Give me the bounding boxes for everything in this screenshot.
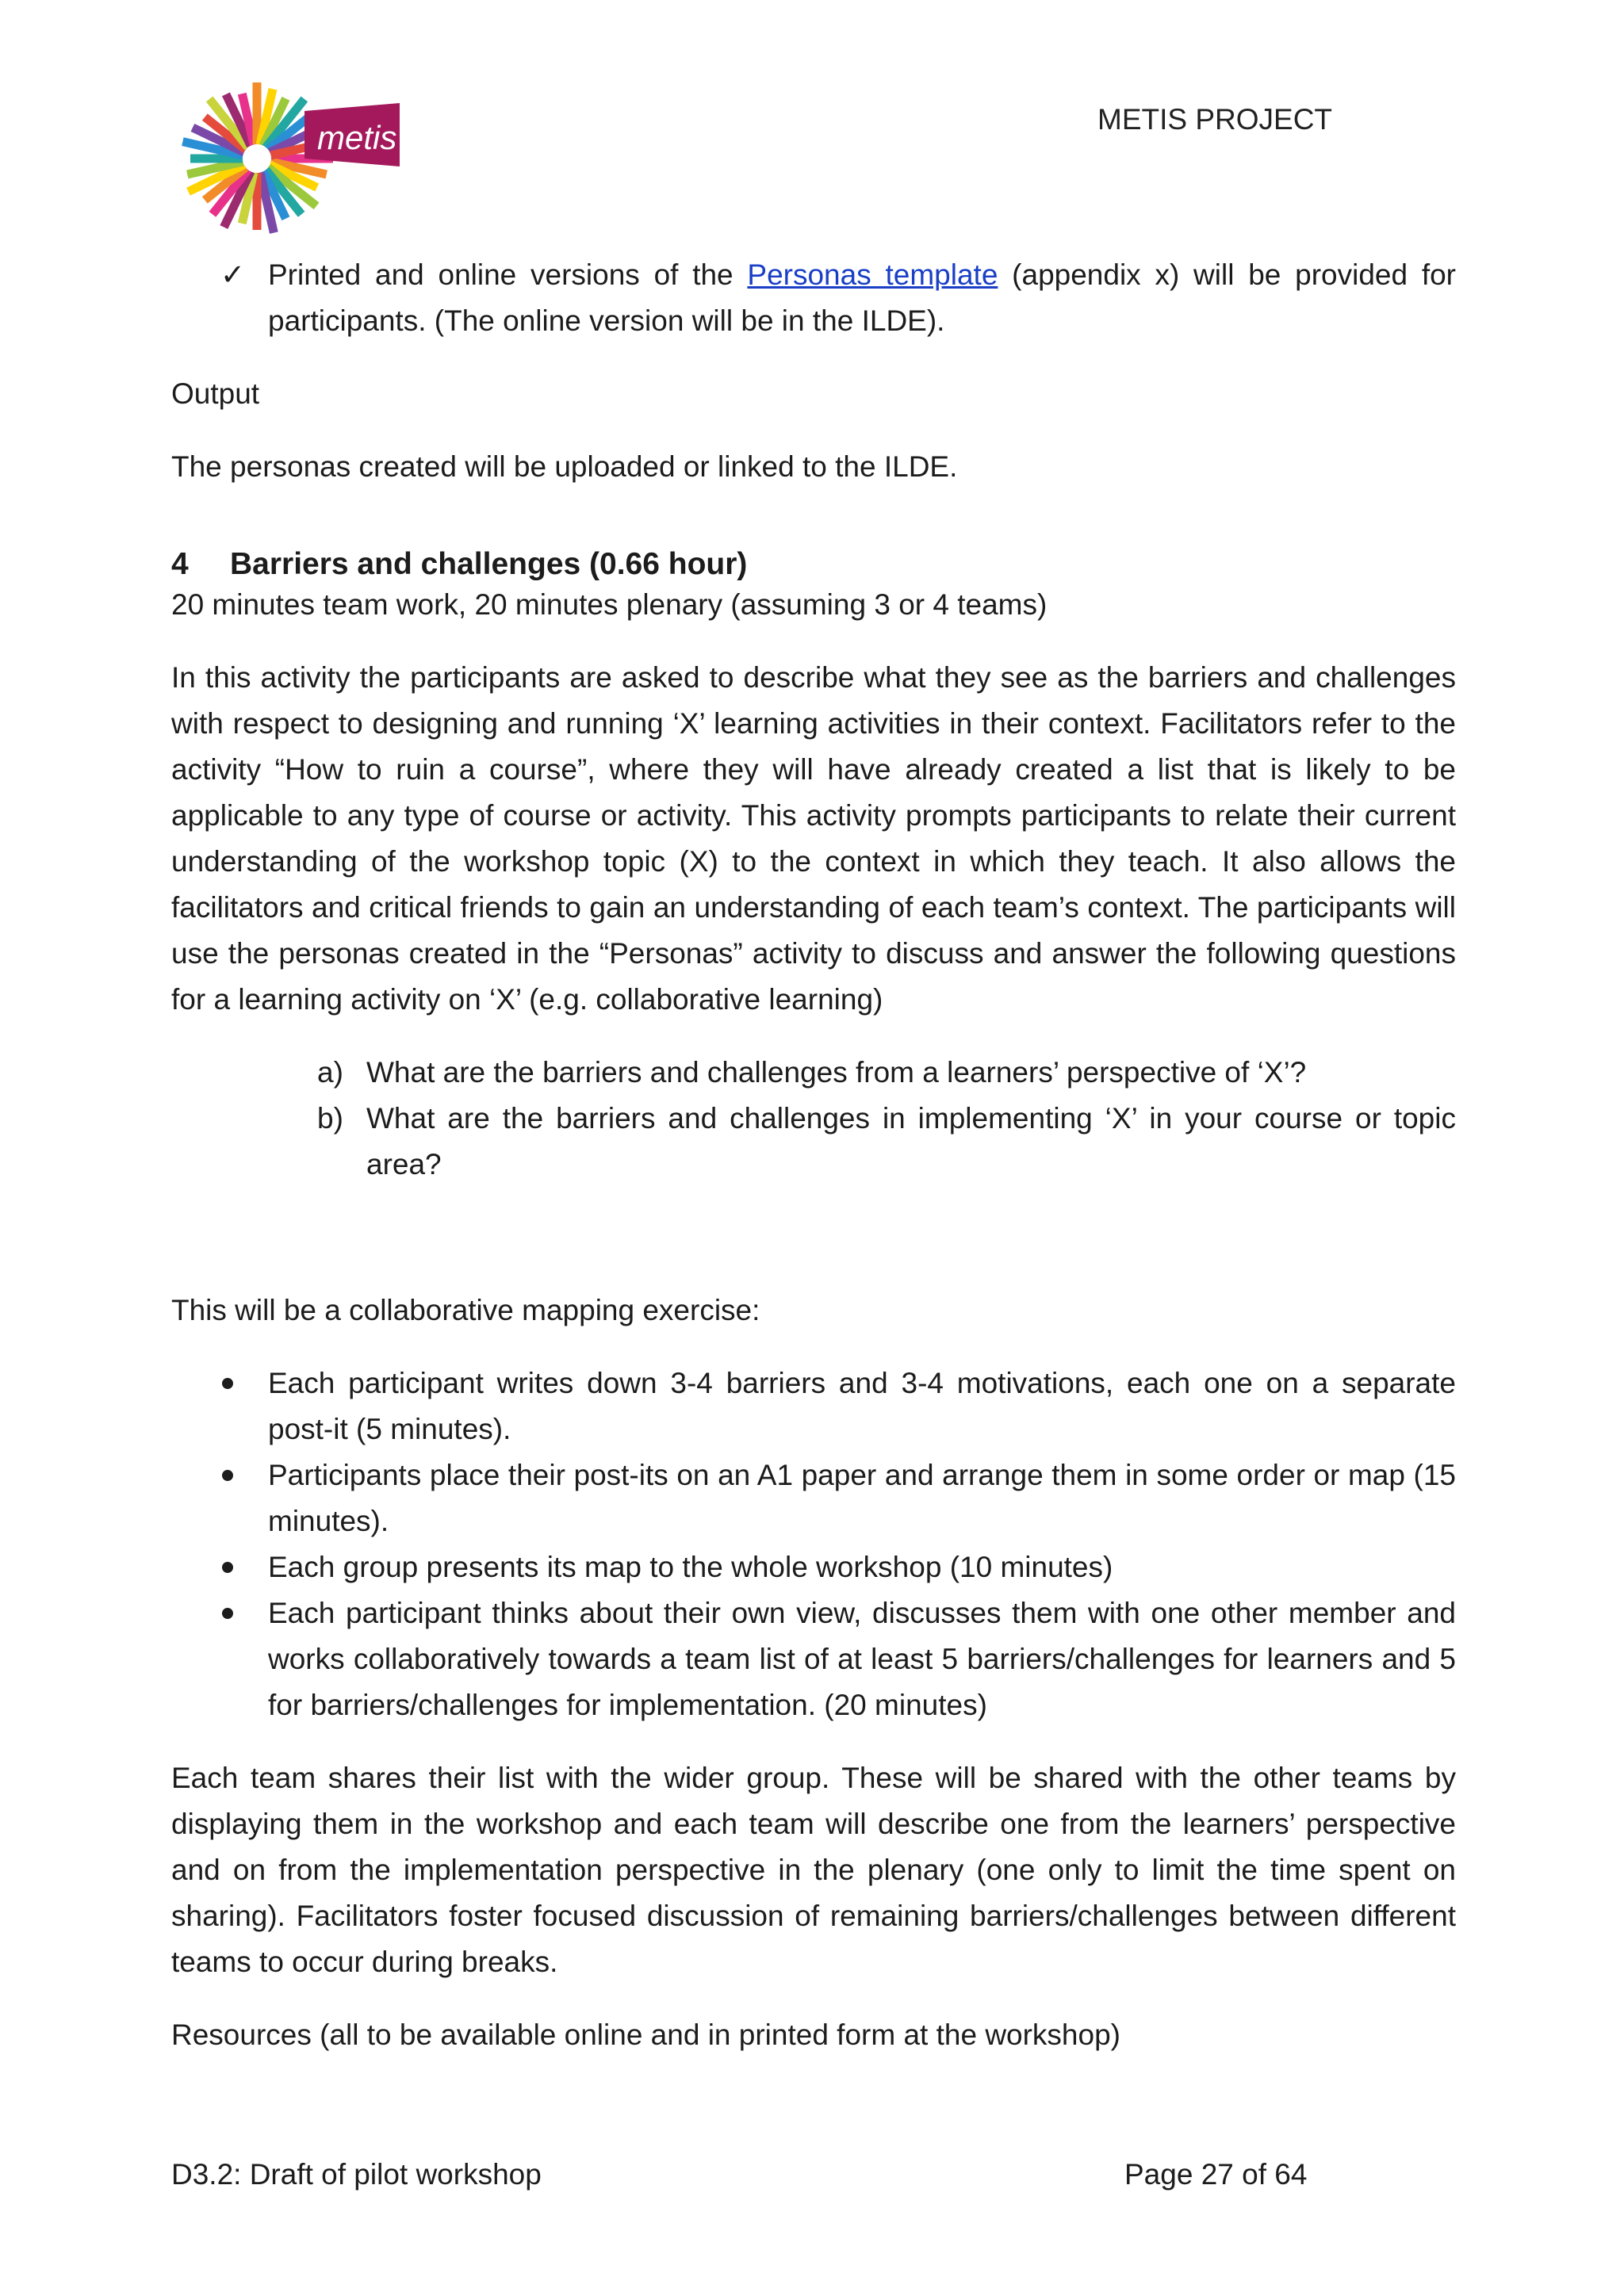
resource-text-before: Printed and online versions of the (268, 258, 748, 291)
questions-list (171, 1050, 1456, 1188)
resources-label: Resources (all to be available online and in printed form at the workshop) (171, 2019, 1120, 2051)
step-item (171, 1360, 1456, 1452)
section-title: Barriers and challenges (0.66 hour) (230, 547, 748, 581)
bullet-icon (222, 1608, 233, 1619)
sharing-paragraph: Each team shares their list with the wider group. These will be shared with the other teams by displaying them in the workshop and each team will describe one from the learners’ perspective and on from the implementation perspective in the plenary (one only to limit the time spent on sharing). Facilitators foster focused discussion of remaining barriers/challenges between different teams to occur during breaks. (171, 1762, 1456, 1978)
question-marker: a) (317, 1056, 343, 1089)
output-text: The personas created will be uploaded or linked to the ILDE. (171, 450, 958, 483)
metis-logo (170, 73, 408, 239)
question-item (317, 1096, 1456, 1188)
step-text: Each participant thinks about their own view, discusses them with one other member and works collaboratively towards a team list of at least 5 barriers/challenges for learners and 5 for barriers/challenges for implementation. (20 minutes) (268, 1597, 1456, 1721)
bullet-icon (222, 1562, 233, 1573)
section-timing: 20 minutes team work, 20 minutes plenary (assuming 3 or 4 teams) (171, 588, 1048, 621)
output-label: Output (171, 377, 260, 410)
step-text: Each group presents its map to the whole workshop (10 minutes) (268, 1551, 1113, 1583)
step-item (171, 1590, 1456, 1728)
section-heading (171, 545, 1456, 584)
bullet-icon (222, 1470, 233, 1481)
header-title: METIS PROJECT (1097, 103, 1333, 136)
section-intro: In this activity the participants are asked to describe what they see as the barriers and challenges with respect to designing and running ‘X’ learning activities in their context. Facilitators refer to the activity “How to ruin a course”, where they will have already created a list that is likely to be applicable to any type of course or activity. This activity prompts participants to relate their current understanding of the workshop topic (X) to the context in which they teach. It also allows the facilitators and critical friends to gain an understanding of each team’s context. The participants will use the personas created in the “Personas” activity to discuss and answer the following questions for a learning activity on ‘X’ (e.g. collaborative learning) (171, 661, 1456, 1016)
question-marker: b) (317, 1102, 343, 1135)
logo-text: metis (317, 119, 397, 156)
main-content (171, 252, 1456, 2058)
personas-template-link[interactable]: Personas template (747, 258, 998, 291)
step-text: Participants place their post-its on an A1 paper and arrange them in some order or map (15 minutes). (268, 1459, 1456, 1537)
steps-list (171, 1360, 1456, 1728)
resource-checklist-item (171, 252, 1456, 344)
step-text: Each participant writes down 3-4 barriers and 3-4 motivations, each one on a separate post-it (5 minutes). (268, 1367, 1456, 1445)
bullet-icon (222, 1378, 233, 1389)
question-text: What are the barriers and challenges from a learners’ perspective of ‘X’? (366, 1056, 1307, 1089)
step-item (171, 1452, 1456, 1544)
resource-text-after: (appendix x) will be provided for participants. (The online version will be in the ILDE). (268, 258, 1456, 337)
section-number: 4 (171, 547, 189, 581)
checkmark-icon: ✓ (220, 258, 246, 291)
question-text: What are the barriers and challenges in implementing ‘X’ in your course or topic area? (366, 1102, 1456, 1181)
footer-document-title: D3.2: Draft of pilot workshop (171, 2158, 542, 2191)
step-item (171, 1544, 1456, 1590)
mapping-intro: This will be a collaborative mapping exercise: (171, 1294, 760, 1326)
footer-page-number: Page 27 of 64 (1124, 2158, 1308, 2191)
question-item (317, 1050, 1456, 1096)
